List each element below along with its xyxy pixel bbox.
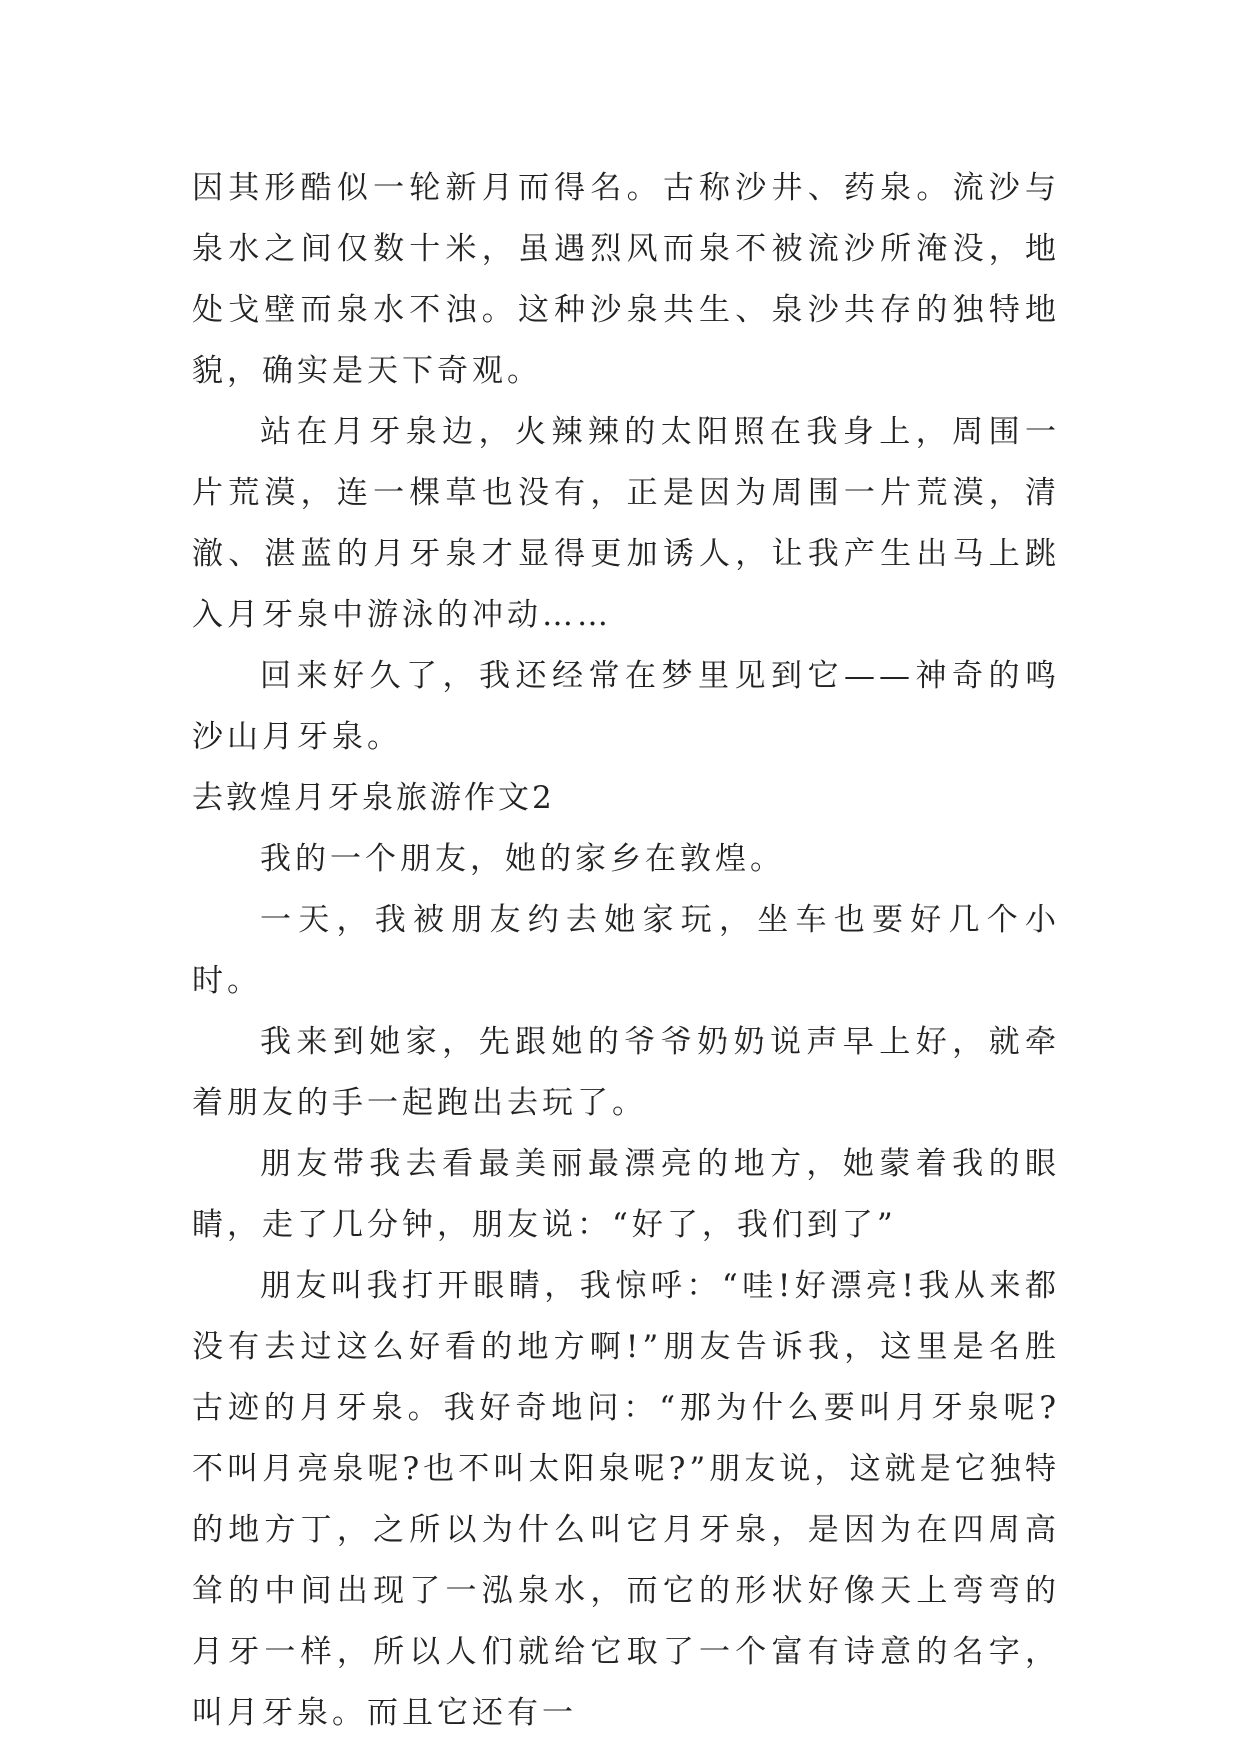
paragraph-1: 因其形酷似一轮新月而得名。古称沙井、药泉。流沙与泉水之间仅数十米，虽遇烈风而泉不被流沙所淹没，地处戈壁而泉水不浊。这种沙泉共生、泉沙共存的独特地貌，确实是天下奇观。 [192,170,1060,389]
paragraph-7: 朋友带我去看最美丽最漂亮的地方，她蒙着我的眼睛，走了几分钟，朋友说：“好了，我们到了” [192,1146,1060,1243]
paragraph-5: 一天，我被朋友约去她家玩，坐车也要好几个小时。 [192,902,1060,999]
paragraph-4: 我的一个朋友，她的家乡在敦煌。 [260,841,785,877]
section-heading: 去敦煌月牙泉旅游作文2 [192,780,555,816]
paragraph-6: 我来到她家，先跟她的爷爷奶奶说声早上好，就牵着朋友的手一起跑出去玩了。 [192,1024,1060,1121]
document-body [192,158,1060,1744]
paragraph-3: 回来好久了，我还经常在梦里见到它——神奇的鸣沙山月牙泉。 [192,658,1060,755]
paragraph-2: 站在月牙泉边，火辣辣的太阳照在我身上，周围一片荒漠，连一棵草也没有，正是因为周围一片荒漠，清澈、湛蓝的月牙泉才显得更加诱人，让我产生出马上跳入月牙泉中游泳的冲动…… [192,414,1060,633]
paragraph-8: 朋友叫我打开眼睛，我惊呼：“哇!好漂亮!我从来都没有去过这么好看的地方啊!”朋友告诉我，这里是名胜古迹的月牙泉。我好奇地问：“那为什么要叫月牙泉呢?不叫月亮泉呢?也不叫太阳泉呢?”朋友说，这就是它独特的地方丁，之所以为什么叫它月牙泉，是因为在四周高耸的中间出现了一泓泉水，而它的形状好像天上弯弯的月牙一样，所以人们就给它取了一个富有诗意的名字，叫月牙泉。而且它还有一 [192,1268,1060,1731]
